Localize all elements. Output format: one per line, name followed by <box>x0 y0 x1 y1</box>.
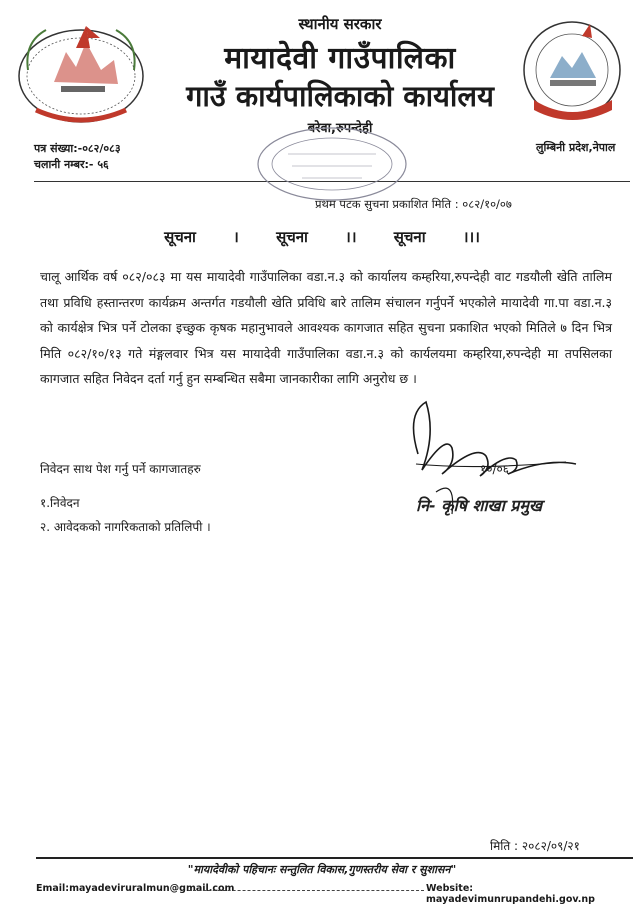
notice-body: चालू आर्थिक वर्ष ०८२/०८३ मा यस मायादेवी गाउँपालिका वडा.न.३ को कार्यालय कम्हरिया,रुपन्देही वाट गडयौली खेति तालिम तथा प्रविधि हस्तान्तरण कार्यक्रम अन्तर्गत गडयौली खेति प्रविधि बारे तालिम संचालन गर्नुपर्ने भएकोले मायादेवी गा.पा वडा.न.३ को कार्यक्षेत्र भित्र पर्ने टोलका इच्छुक कृषक महानुभावले आवश्यक कागजात सहित सुचना प्रकाशित भएको मितिले ७ दिन भित्र मिति ०८२/१०/१३ गते मंङ्गलवार भित्र यस मायादेवी गाउँपालिका वडा.न.३ को कार्यलयमा कम्हरिया,रुपन्देही मा तपसिलका कागजात सहित निवेदन दर्ता गर्नु हुन सम्बन्धित सबैमा जानकारीका लागि अनुरोध छ । <box>40 269 612 386</box>
municipality-name: मायादेवी गाउँपालिका <box>224 41 456 76</box>
footer-divider <box>36 857 633 859</box>
signature-date: १०/०६ <box>480 462 510 476</box>
notice-title: सूचना । सूचना ।। सूचना ।।। <box>164 228 480 246</box>
reference-number: पत्र संख्या:-०८२/०८३ <box>34 142 121 155</box>
office-stamp-icon <box>252 124 412 206</box>
office-location: बरेवा,रुपन्देही <box>307 121 373 136</box>
municipality-seal-icon <box>520 18 625 126</box>
header-subtitle: स्थानीय सरकार <box>298 15 382 33</box>
footer-website: Website: mayadevimunrupandehi.gov.np <box>426 883 595 905</box>
footer-slogan: "मायादेवीको पहिचानः सन्तुलित विकास,गुणस्तरीय सेवा र सुशासन" <box>187 863 457 876</box>
office-name: गाउँ कार्यपालिकाको कार्यालय <box>186 79 494 113</box>
attachments-heading: निवेदन साथ पेश गर्नु पर्ने कागजातहरु <box>40 462 201 476</box>
attachment-item: १.निवेदन <box>40 496 80 510</box>
publication-date: प्रथम पटक सुचना प्रकाशित मिति : ०८२/१०/०७ <box>315 197 512 211</box>
footer-dashes <box>188 890 424 891</box>
signatory-designation: नि- कृषि शाखा प्रमुख <box>416 496 543 515</box>
government-emblem-icon <box>6 12 156 130</box>
footer-email: Email:mayadeviruralmun@gmail.com <box>36 883 235 894</box>
province-name: लुम्बिनी प्रदेश,नेपाल <box>536 141 616 154</box>
attachment-item: २. आवेदकको नागरिकताको प्रतिलिपी । <box>40 520 211 534</box>
document-date: मिति : २०८२/०९/२१ <box>490 839 580 853</box>
dispatch-number: चलानी नम्बर:- ५६ <box>34 158 109 171</box>
